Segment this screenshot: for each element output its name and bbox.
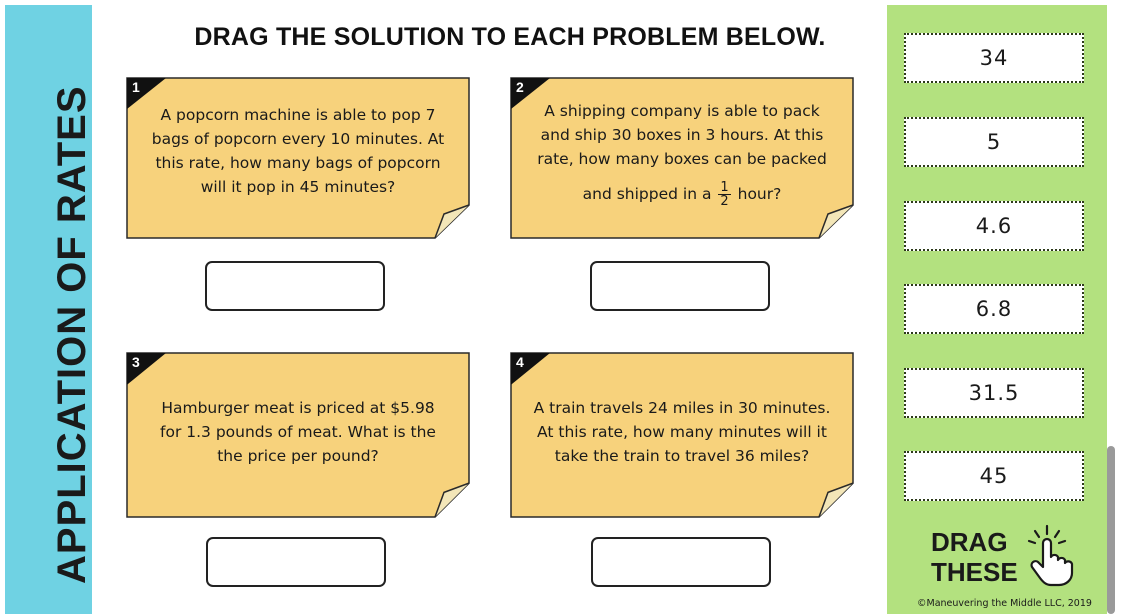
problem-card-3 bbox=[126, 352, 470, 518]
problem-text-fragment: and shipped in a bbox=[582, 185, 712, 203]
problem-text bbox=[518, 99, 846, 208]
answer-chip[interactable]: 6.8 bbox=[904, 284, 1084, 334]
answer-drop-box-2[interactable] bbox=[590, 261, 770, 311]
problem-line: for 1.3 pounds of meat. What is the bbox=[160, 423, 436, 441]
answer-bank-panel bbox=[887, 5, 1107, 614]
drag-label-line: THESE bbox=[931, 557, 1018, 587]
problem-line: bags of popcorn every 10 minutes. At bbox=[151, 130, 445, 148]
scrollbar[interactable] bbox=[1107, 446, 1115, 614]
problem-line: At this rate, how many minutes will it bbox=[537, 423, 827, 441]
problem-card-4 bbox=[510, 352, 854, 518]
answer-chip[interactable]: 34 bbox=[904, 33, 1084, 83]
answer-chip[interactable]: 31.5 bbox=[904, 368, 1084, 418]
pointing-hand-icon bbox=[1023, 523, 1077, 587]
side-title: APPLICATION OF RATES bbox=[50, 85, 94, 584]
problem-line: will it pop in 45 minutes? bbox=[200, 178, 396, 196]
problem-line: Hamburger meat is priced at $5.98 bbox=[161, 399, 435, 417]
problem-line: A shipping company is able to pack bbox=[544, 102, 820, 120]
problem-line-fraction bbox=[518, 181, 846, 208]
answer-chip[interactable]: 5 bbox=[904, 117, 1084, 167]
problem-number-badge: 3 bbox=[132, 354, 140, 370]
problem-card-2 bbox=[510, 77, 854, 239]
problem-line: take the train to travel 36 miles? bbox=[554, 447, 810, 465]
problem-text bbox=[134, 396, 462, 468]
page-title: DRAG THE SOLUTION TO EACH PROBLEM BELOW. bbox=[194, 23, 826, 51]
answer-drop-box-4[interactable] bbox=[591, 537, 771, 587]
fraction-one-half bbox=[718, 181, 730, 208]
problem-line: A popcorn machine is able to pop 7 bbox=[160, 106, 436, 124]
answer-drop-box-3[interactable] bbox=[206, 537, 386, 587]
problem-line: A train travels 24 miles in 30 minutes. bbox=[533, 399, 831, 417]
answer-chip[interactable]: 4.6 bbox=[904, 201, 1084, 251]
problem-number-badge: 2 bbox=[516, 79, 524, 95]
fraction-denominator: 2 bbox=[720, 194, 729, 209]
problem-number-badge: 1 bbox=[132, 79, 140, 95]
copyright-notice: ©Maneuvering the Middle LLC, 2019 bbox=[917, 598, 1092, 609]
problem-text-fragment: hour? bbox=[737, 185, 782, 203]
problem-line: rate, how many boxes can be packed bbox=[537, 150, 827, 168]
problem-number-badge: 4 bbox=[516, 354, 524, 370]
problem-text bbox=[134, 103, 462, 199]
answer-drop-box-1[interactable] bbox=[205, 261, 385, 311]
problem-line: the price per pound? bbox=[217, 447, 379, 465]
problem-text bbox=[518, 396, 846, 468]
drag-these-label bbox=[931, 527, 1018, 587]
answer-chip[interactable]: 45 bbox=[904, 451, 1084, 501]
problem-line: this rate, how many bags of popcorn bbox=[155, 154, 441, 172]
problem-line: and ship 30 boxes in 3 hours. At this bbox=[540, 126, 824, 144]
drag-label-line: DRAG bbox=[931, 527, 1008, 557]
problem-card-1 bbox=[126, 77, 470, 239]
fraction-numerator: 1 bbox=[720, 180, 729, 195]
